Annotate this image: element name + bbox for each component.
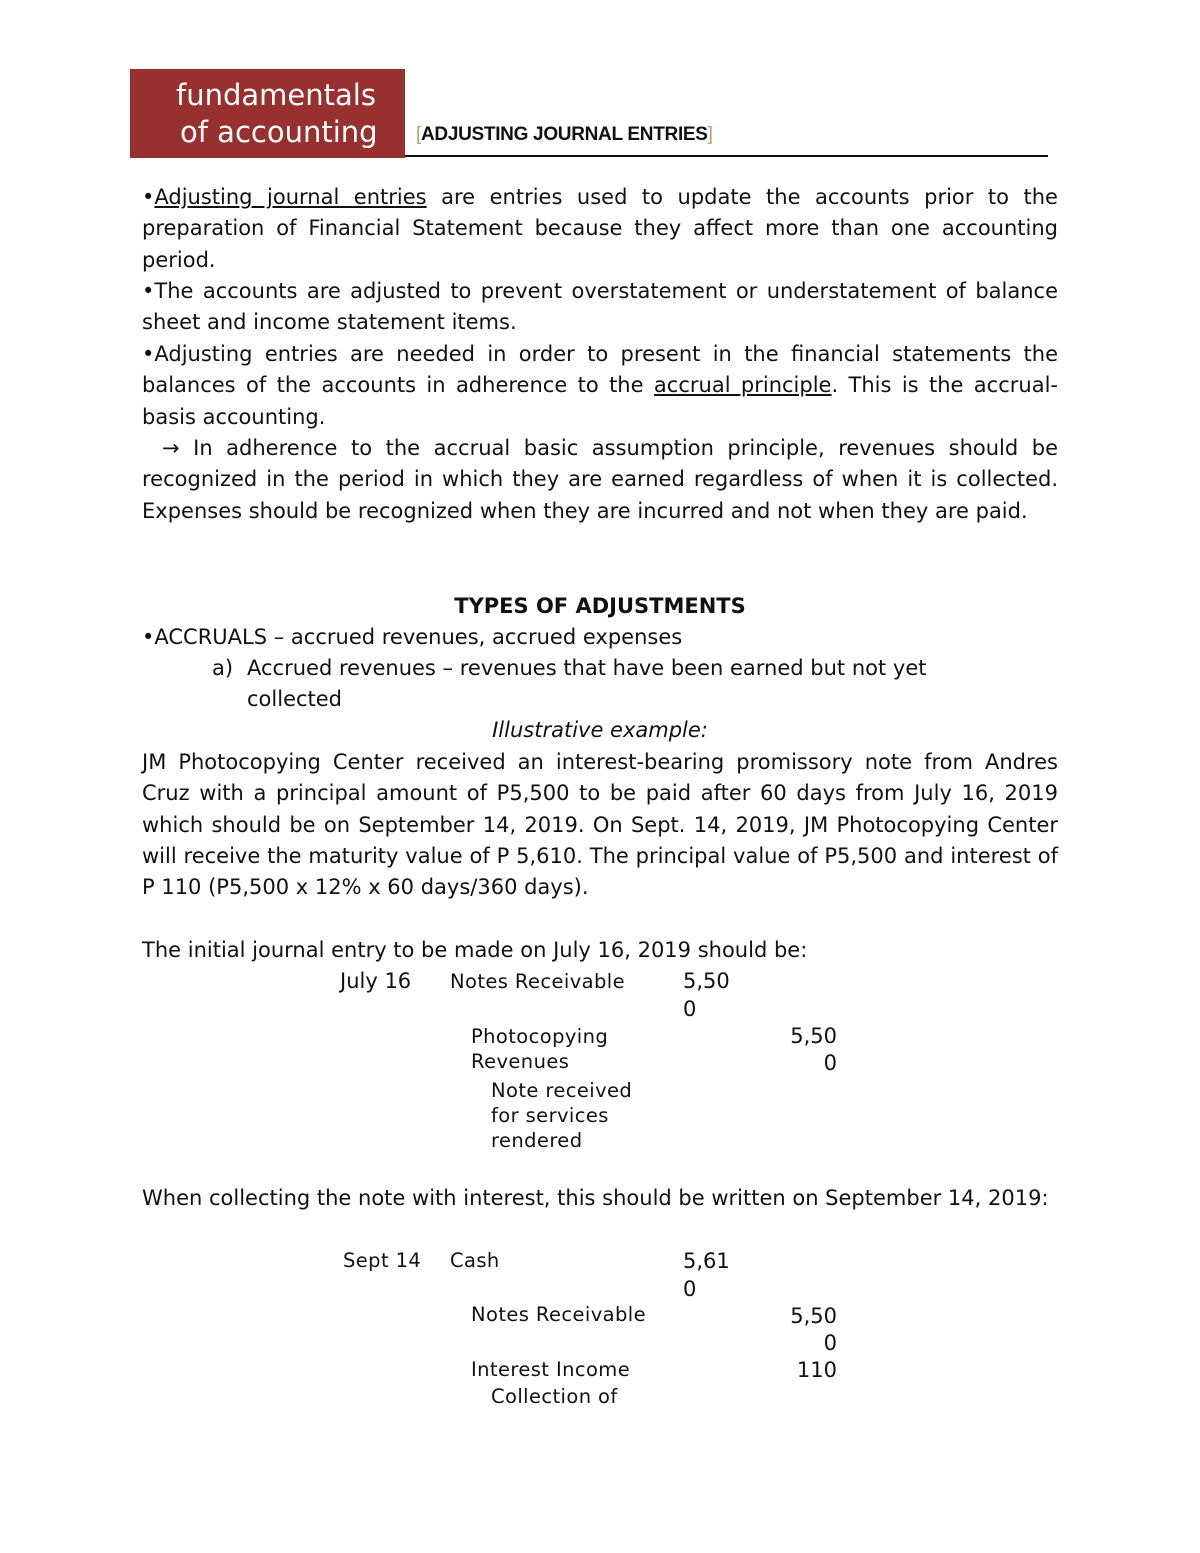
entry2-memo-line1: Collection of xyxy=(491,1385,618,1408)
recognition-text: In adherence to the accrual basic assumption principle, revenues should be recognized in the period in which they are earned regardless of when it is collected. Expenses should be recognized when they are incurred and not when they are paid. xyxy=(142,436,1058,523)
entry2-date: Sept 14 xyxy=(343,1249,422,1272)
paragraph-accrual xyxy=(142,339,1058,433)
entry1-intro: The initial journal entry to be made on July 16, 2019 should be: xyxy=(142,938,808,962)
definition-text: are entries used to update the accounts prior to the preparation of Financial Statement because they affect more than one accounting period. xyxy=(142,185,1058,272)
paragraph-recognition xyxy=(142,433,1058,527)
entry1-memo-line2: for services xyxy=(491,1104,609,1127)
arrow-icon: → xyxy=(162,436,180,460)
accrual-text-end: . This is the accrual-basis accounting. xyxy=(142,373,1058,429)
bullet: • xyxy=(142,185,155,209)
entry1-credit-account-line1: Photocopying xyxy=(471,1025,609,1048)
entry2-credit1-amount-line2: 0 xyxy=(823,1331,837,1355)
accrued-revenues-line1: Accrued revenues – revenues that have been earned but not yet xyxy=(247,656,927,680)
entry2-credit1-amount-line1: 5,50 xyxy=(790,1304,837,1328)
entry1-credit-amount-line2: 0 xyxy=(823,1051,837,1075)
header-rule xyxy=(405,155,1048,157)
entry2-debit-amount-line1: 5,61 xyxy=(683,1249,730,1273)
entry2-credit2-account: Interest Income xyxy=(471,1358,631,1381)
entry1-credit-amount-line1: 5,50 xyxy=(790,1024,837,1048)
accrued-revenues-line2: collected xyxy=(247,687,343,711)
section-title-text: ADJUSTING JOURNAL ENTRIES xyxy=(420,124,708,145)
paragraph-purpose: •The accounts are adjusted to prevent overstatement or understatement of balance sheet and income statement items. xyxy=(142,279,1058,335)
types-heading: TYPES OF ADJUSTMENTS xyxy=(454,594,746,618)
paragraph-definition xyxy=(142,182,1058,276)
section-bracket-close: ] xyxy=(707,124,713,145)
brand-line-2: of accounting xyxy=(180,115,378,149)
entry2-credit1-account: Notes Receivable xyxy=(471,1303,647,1326)
illustrative-example-label: Illustrative example: xyxy=(492,718,708,742)
entry2-debit-account: Cash xyxy=(450,1249,500,1272)
section-bracket-open: [ xyxy=(416,124,421,145)
entry2-intro: When collecting the note with interest, this should be written on September 14, 2019: xyxy=(142,1186,1049,1210)
entry2-credit2-amount: 110 xyxy=(796,1358,837,1382)
entry1-date: July 16 xyxy=(340,969,412,993)
entry2-debit-amount-line2: 0 xyxy=(683,1277,697,1301)
entry1-memo-line3: rendered xyxy=(491,1129,583,1152)
term-accrual-principle: accrual principle xyxy=(653,373,832,398)
list-marker-a: a) xyxy=(212,656,234,680)
entry1-debit-account: Notes Receivable xyxy=(450,970,626,993)
term-adjusting-journal-entries: Adjusting journal entries xyxy=(154,185,427,209)
entry1-debit-amount-line2: 0 xyxy=(683,997,697,1021)
entry1-credit-account-line2: Revenues xyxy=(471,1050,570,1073)
accrual-text-start: •Adjusting entries are needed in order to present in the financial statements the balances of the accounts in adherence to the xyxy=(142,342,1058,398)
entry1-debit-amount-line1: 5,50 xyxy=(683,969,730,993)
accruals-line: •ACCRUALS – accrued revenues, accrued expenses xyxy=(142,625,683,649)
entry1-memo-line1: Note received xyxy=(491,1079,633,1102)
brand-line-1: fundamentals xyxy=(176,78,376,112)
section-title xyxy=(416,124,713,146)
paragraph-example: JM Photocopying Center received an interest-bearing promissory note from Andres Cruz with a principal amount of P5,500 to be paid after 60 days from July 16, 2019 which should be on September 14, 2019. On Sept. 14, 2019, JM Photocopying Center will receive the maturity value of P 5,610. The principal value of P5,500 and interest of P 110 (P5,500 x 12% x 60 days/360 days). xyxy=(142,750,1058,900)
